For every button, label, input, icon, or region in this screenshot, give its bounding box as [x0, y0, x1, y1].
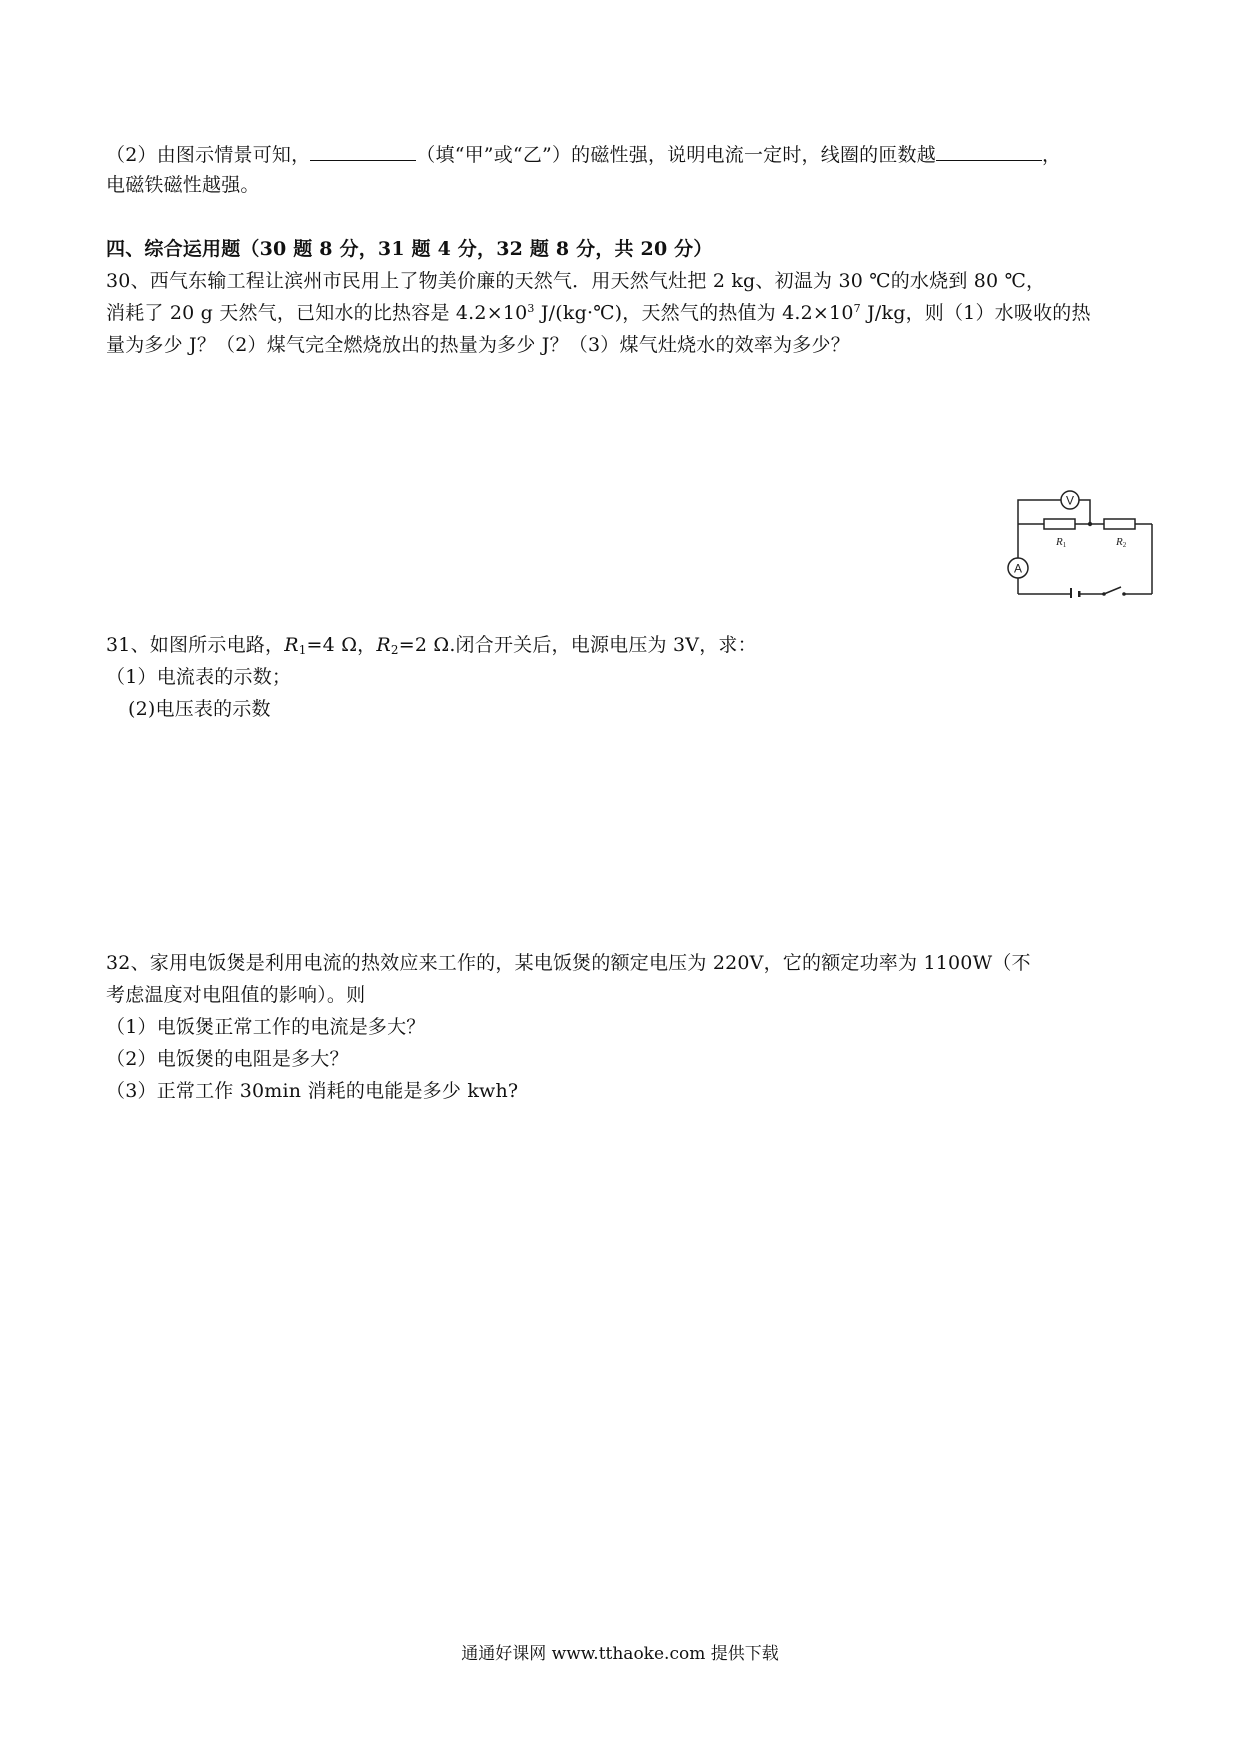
q31-r2-letter: R [376, 634, 391, 656]
resistor-r1 [1044, 519, 1075, 529]
q31-part2: (2)电压表的示数 [128, 698, 271, 720]
q31-line1 [106, 632, 757, 658]
resistor-r2 [1104, 519, 1135, 529]
q29-part2-line2: 电磁铁磁性越强。 [106, 174, 260, 196]
ammeter-label: A [1013, 561, 1023, 576]
r1-label: R1 [1056, 536, 1067, 549]
q29-part2-middle: （填“甲”或“乙”）的磁性强，说明电流一定时，线圈的匝数越 [416, 144, 936, 166]
q30-line1: 30、西气东输工程让滨州市民用上了物美价廉的天然气．用天然气灶把 2 kg、初温为 30 ℃的水烧到 80 ℃， [106, 270, 1046, 292]
q29-part2-line1 [106, 142, 1061, 168]
section-4-heading: 四、综合运用题（30 题 8 分，31 题 4 分，32 题 8 分，共 20 分） [106, 238, 713, 260]
q31-line1-c: =2 Ω.闭合开关后，电源电压为 3V，求： [398, 634, 757, 656]
q32-part1: （1）电饭煲正常工作的电流是多大？ [106, 1016, 426, 1038]
voltmeter-wire-right [1079, 500, 1090, 524]
q31-r1-sub: 1 [298, 643, 307, 657]
answer-blank-1 [310, 142, 416, 161]
r2-label: R2 [1116, 536, 1127, 549]
q32-line1: 32、家用电饭煲是利用电流的热效应来工作的，某电饭煲的额定电压为 220V，它的额定功率为 1100W（不 [106, 952, 1031, 974]
switch-pivot [1102, 592, 1106, 596]
q29-part2-suffix: ， [1041, 144, 1062, 166]
q32-part2: （2）电饭煲的电阻是多大？ [106, 1048, 349, 1070]
voltmeter-wire-left [1018, 500, 1061, 524]
page-footer: 通通好课网 www.tthaoke.com 提供下载 [461, 1644, 779, 1664]
junction-dot [1088, 522, 1092, 526]
q31-part1: （1）电流表的示数； [106, 666, 292, 688]
q30-line2-a: 消耗了 20 g 天然气，已知水的比热容是 4.2×10 [106, 302, 528, 324]
q30-exponent-7: 7 [853, 302, 861, 315]
q31-line1-a: 31、如图所示电路， [106, 634, 285, 656]
battery-long-plate [1070, 588, 1072, 598]
q31-r2-sub: 2 [390, 643, 399, 657]
q30-line2 [106, 300, 1091, 326]
q32-line2: 考虑温度对电阻值的影响）。则 [106, 984, 366, 1006]
q32-part3: （3）正常工作 30min 消耗的电能是多少 kwh? [106, 1080, 519, 1102]
circuit-diagram [998, 486, 1160, 598]
switch-blade [1104, 587, 1121, 594]
q30-line2-c: J/kg，则（1）水吸收的热 [860, 302, 1091, 324]
q31-line1-b: =4 Ω， [306, 634, 377, 656]
q30-line2-b: J/(kg·℃)，天然气的热值为 4.2×10 [534, 302, 854, 324]
q30-exponent-3: 3 [527, 302, 535, 315]
q30-line3: 量为多少 J？（2）煤气完全燃烧放出的热量为多少 J？（3）煤气灶烧水的效率为多少？ [106, 334, 850, 356]
answer-blank-2 [936, 142, 1042, 161]
switch-contact [1122, 592, 1126, 596]
q31-r1-letter: R [284, 634, 299, 656]
voltmeter-label: V [1065, 493, 1075, 508]
battery-short-plate [1078, 591, 1081, 597]
q29-part2-prefix: （2）由图示情景可知， [106, 144, 311, 166]
